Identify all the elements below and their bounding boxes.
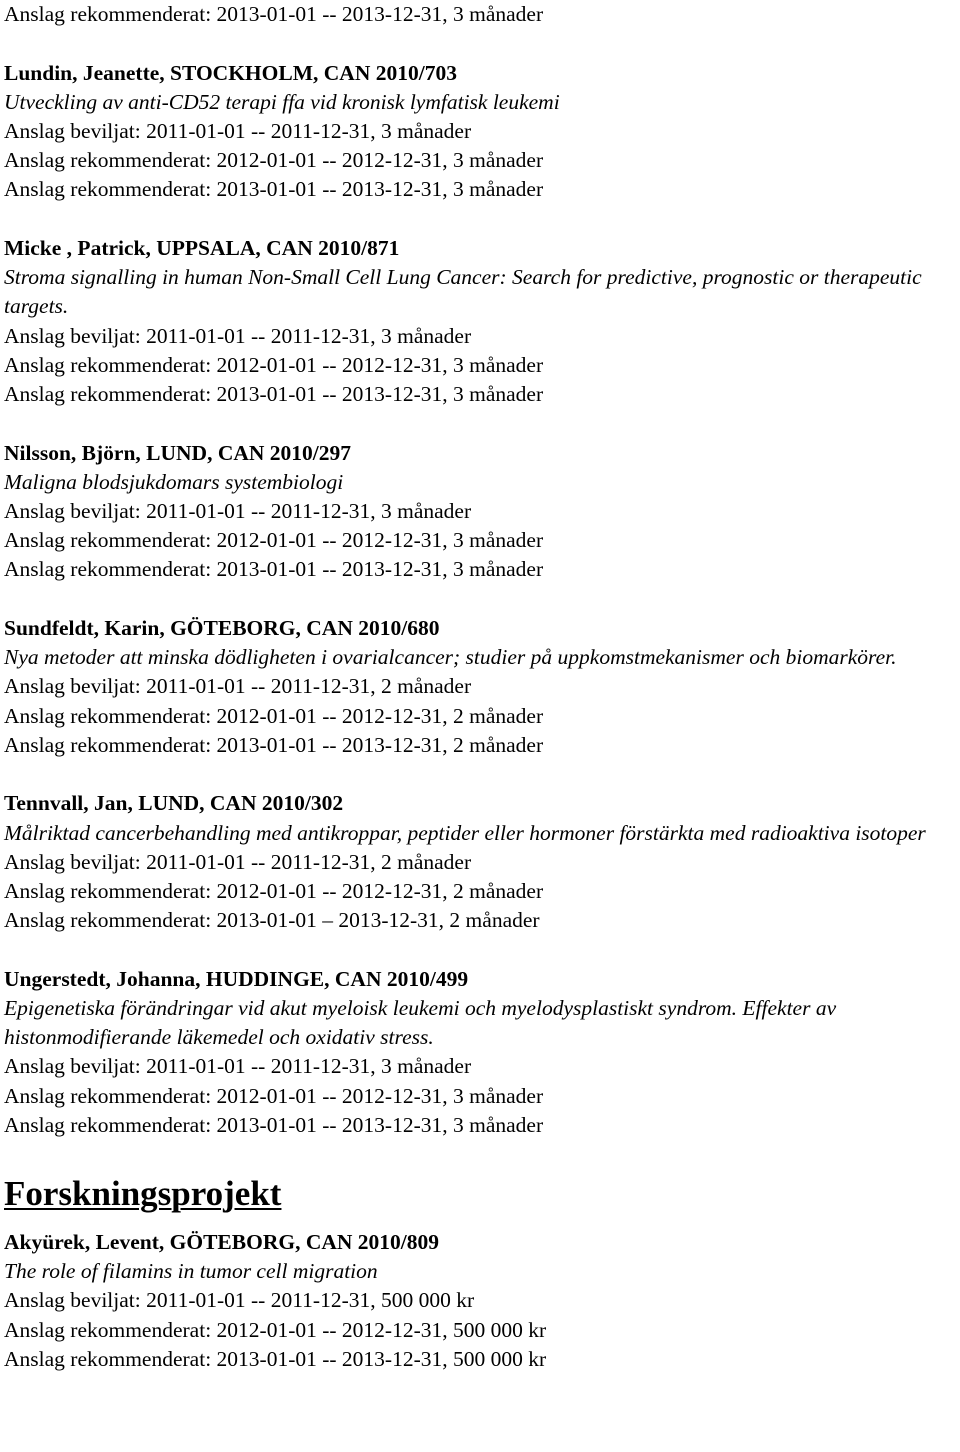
- grant-entry: [4, 1228, 958, 1374]
- entry-heading: Ungerstedt, Johanna, HUDDINGE, CAN 2010/499: [4, 966, 469, 991]
- grant-line: Anslag rekommenderat: 2012-01-01 -- 2012-12-31, 500 000 kr: [4, 1317, 547, 1342]
- grant-line: Anslag rekommenderat: 2012-01-01 -- 2012-12-31, 2 månader: [4, 703, 544, 728]
- grant-line: Anslag rekommenderat: 2013-01-01 -- 2013-12-31, 3 månader: [4, 382, 544, 407]
- entry-heading: Nilsson, Björn, LUND, CAN 2010/297: [4, 440, 352, 465]
- entry-title: Maligna blodsjukdomars systembiologi: [4, 469, 344, 494]
- grant-line: Anslag beviljat: 2011-01-01 -- 2011-12-31, 3 månader: [4, 323, 472, 348]
- entry-heading: Akyürek, Levent, GÖTEBORG, CAN 2010/809: [4, 1230, 440, 1255]
- grant-line: Anslag beviljat: 2011-01-01 -- 2011-12-31, 3 månader: [4, 499, 472, 524]
- entry-title: Epigenetiska förändringar vid akut myeloisk leukemi och myelodysplastiskt syndrom. Effekter av histonmodifierande läkemedel och oxidativ stress.: [4, 996, 837, 1050]
- entry-heading: Sundfeldt, Karin, GÖTEBORG, CAN 2010/680: [4, 616, 440, 641]
- grant-line: Anslag beviljat: 2011-01-01 -- 2011-12-31, 2 månader: [4, 674, 472, 699]
- grant-line: Anslag rekommenderat: 2013-01-01 -- 2013-12-31, 500 000 kr: [4, 1346, 547, 1371]
- grant-line: Anslag beviljat: 2011-01-01 -- 2011-12-31, 3 månader: [4, 1054, 472, 1079]
- entry-title: The role of filamins in tumor cell migration: [4, 1259, 378, 1284]
- entry-title: Stroma signalling in human Non-Small Cell Lung Cancer: Search for predictive, prognostic or therapeutic targets.: [4, 265, 922, 319]
- grant-entry: [4, 789, 958, 935]
- entry-title: Nya metoder att minska dödligheten i ovarialcancer; studier på uppkomstmekanismer och biomarkörer.: [4, 645, 897, 670]
- grant-line: Anslag rekommenderat: 2013-01-01 – 2013-12-31, 2 månader: [4, 908, 540, 933]
- entry-heading: Tennvall, Jan, LUND, CAN 2010/302: [4, 791, 344, 816]
- grant-line: Anslag rekommenderat: 2013-01-01 -- 2013-12-31, 3 månader: [4, 557, 544, 582]
- grant-line: Anslag rekommenderat: 2013-01-01 -- 2013-12-31, 3 månader: [4, 177, 544, 202]
- entry-heading: Micke , Patrick, UPPSALA, CAN 2010/871: [4, 236, 400, 260]
- grant-entry: [4, 614, 958, 760]
- entry-title: Målriktad cancerbehandling med antikroppar, peptider eller hormoner förstärkta med radioaktiva isotoper: [4, 820, 926, 845]
- grant-line: Anslag rekommenderat: 2013-01-01 -- 2013-12-31, 3 månader: [4, 1112, 544, 1137]
- grant-line: Anslag beviljat: 2011-01-01 -- 2011-12-31, 3 månader: [4, 119, 472, 143]
- grant-entry: [4, 965, 958, 1140]
- document-page: [4, 0, 958, 1374]
- entry-heading: Lundin, Jeanette, STOCKHOLM, CAN 2010/703: [4, 60, 457, 85]
- grant-line: Anslag rekommenderat: 2013-01-01 -- 2013-12-31, 2 månader: [4, 732, 544, 757]
- grant-line: Anslag beviljat: 2011-01-01 -- 2011-12-31, 2 månader: [4, 849, 472, 874]
- grant-line: Anslag rekommenderat: 2012-01-01 -- 2012-12-31, 3 månader: [4, 1083, 544, 1108]
- grant-line: Anslag rekommenderat: 2012-01-01 -- 2012-12-31, 3 månader: [4, 148, 544, 173]
- grant-line: Anslag rekommenderat: 2012-01-01 -- 2012-12-31, 3 månader: [4, 528, 544, 553]
- entry-title: Utveckling av anti-CD52 terapi ffa vid kronisk lymfatisk leukemi: [4, 89, 560, 114]
- grant-entry: [4, 234, 958, 409]
- forskningsprojekt-section: [4, 1174, 958, 1374]
- grant-entry: [4, 59, 958, 205]
- section-heading: Forskningsprojekt: [4, 1174, 282, 1214]
- continuation-line: Anslag rekommenderat: 2013-01-01 -- 2013-12-31, 3 månader: [4, 2, 544, 26]
- grant-entry: [4, 439, 958, 585]
- grant-line: Anslag rekommenderat: 2012-01-01 -- 2012-12-31, 2 månader: [4, 879, 544, 904]
- grant-line: Anslag beviljat: 2011-01-01 -- 2011-12-31, 500 000 kr: [4, 1288, 475, 1313]
- grant-line: Anslag rekommenderat: 2012-01-01 -- 2012-12-31, 3 månader: [4, 352, 544, 377]
